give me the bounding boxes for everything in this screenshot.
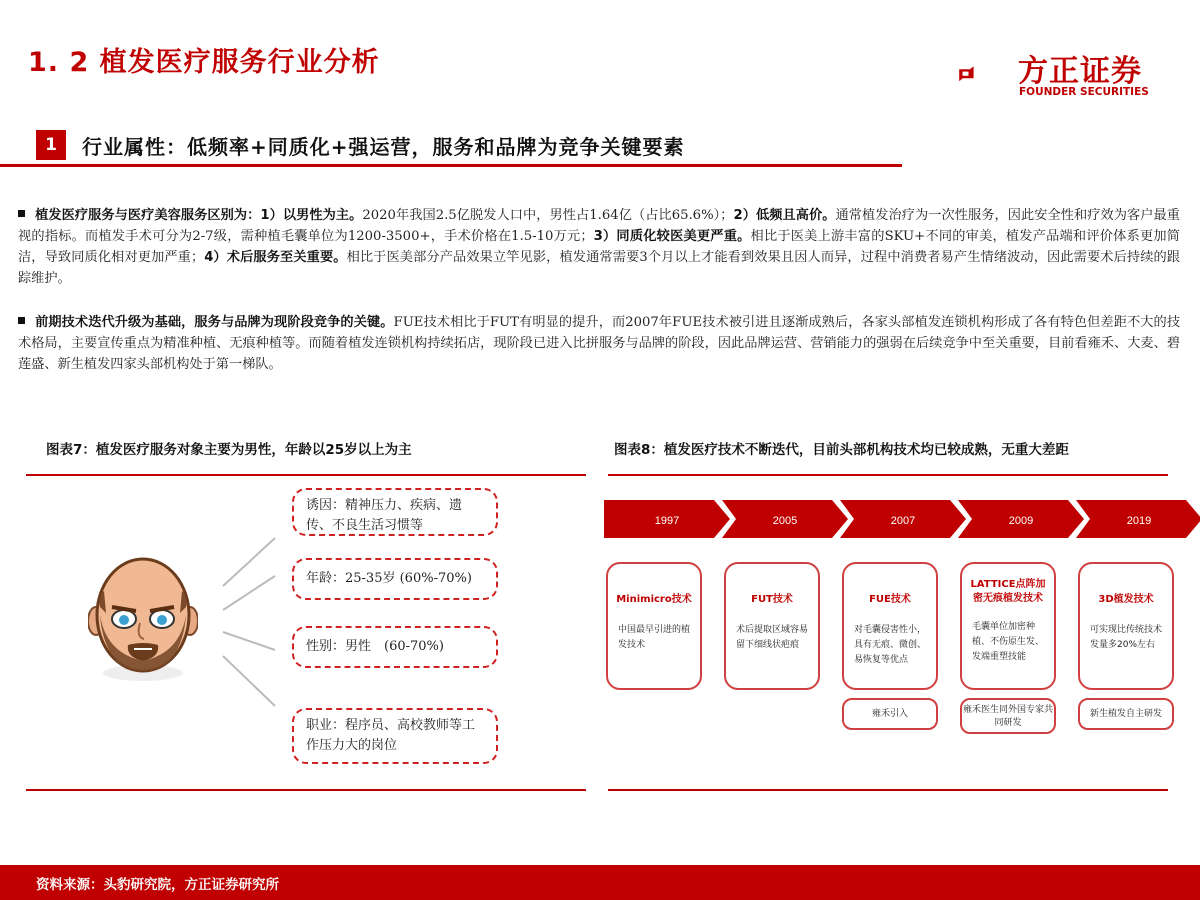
age-text: 年龄：25-35岁 (60%-70%) [306,571,472,586]
timeline-year-label: 2005 [772,515,798,527]
gender-text: 性别：男性 (60-70%) [306,639,444,654]
timeline [604,500,1170,780]
age-box [292,558,498,600]
para1-text-1: 2020年我国2.5亿脱发人口中，男性占1.64亿（占比65.6%）； [362,208,734,223]
gender-box [292,626,498,668]
occupation-box [292,708,498,764]
para1-text-2: 通常植发治疗为一次性服务，因此安全性和疗效为客户最重视的指标。而植发手术可分为2-7级，需种植毛囊单位为1200-3500+，手术价格在1.5-10万元； [18,208,1180,244]
tech-description: 可实现比传统技术发量多20%左右 [1090,625,1163,650]
timeline-year-label: 2019 [1126,515,1152,527]
timeline-year-label: 2007 [890,515,916,527]
para1-bold-2: 2）低频且高价。 [733,208,836,223]
founder-logo-icon [958,48,1018,100]
bullet-icon [18,317,25,324]
tech-description: 术后提取区域容易留下细线状疤痕 [736,625,809,650]
source-note: 资料来源：头豹研究院，方正证券研究所 [36,877,279,893]
logo-text-en: FOUNDER SECURITIES [1019,86,1149,98]
timeline-year-label: 2009 [1008,515,1034,527]
tech-name: Minimicro技术 [616,594,692,605]
para2-lead: 前期技术迭代升级为基础，服务与品牌为现阶段竞争的关键。 [35,315,394,330]
tech-description: 中国最早引进的植发技术 [618,625,691,650]
timeline-arrow [722,500,848,538]
tech-card [960,562,1056,690]
para1-bold-4: 4）术后服务至关重要。 [204,250,347,265]
section-divider [0,164,902,167]
tech-name: FUT技术 [751,594,793,605]
para1-bold-3: 3）同质化较医美更严重。 [593,229,751,244]
tech-note: 雍禾医生同外国专家共同研发 [960,698,1056,734]
figure7-top-rule [26,474,586,476]
connector-lines [215,530,285,730]
tech-name: 3D植发技术 [1098,594,1154,605]
timeline-arrow [958,500,1084,538]
cause-box [292,488,498,536]
tech-note: 新生植发自主研发 [1078,698,1174,730]
paragraph-2 [18,312,1180,375]
tech-description: 毛囊单位加密种植、不伤原生发、发端重塑技能 [972,622,1045,662]
tech-card [1078,562,1174,690]
cause-text: 诱因：精神压力、疾病、遗传、不良生活习惯等 [306,498,463,533]
tech-note: 雍禾引入 [842,698,938,730]
timeline-arrow [840,500,966,538]
para2-text-1: FUE技术相比于FUT有明显的提升，而2007年FUE技术被引进且逐渐成熟后，各家头部植发连锁机构形成了各有特色但差距不大的技术格局，主要宣传重点为精准种植、无痕种植等。而随着植发连锁机构持续拓店，现阶段已进入比拼服务与品牌的阶段，因此品牌运营、营销能力的强弱在后续竞争中至关重要，目前看雍禾、大麦、碧莲盛、新生植发四家头部机构处于第一梯队。 [18,315,1181,372]
bullet-icon [18,210,25,217]
para1-text-3: 相比于医美上游丰富的SKU+不同的审美，植发产品端和评价体系更加简洁，导致同质化相对更加严重； [18,229,1180,265]
timeline-year-label: 1997 [654,515,680,527]
figure7-bottom-rule [26,789,586,791]
paragraph-1 [18,205,1180,289]
figure7-title: 图表7：植发医疗服务对象主要为男性，年龄以25岁以上为主 [46,442,412,458]
man-face-icon [88,555,198,685]
timeline-arrow [604,500,730,538]
tech-card [606,562,702,690]
tech-name: LATTICE点阵加密无痕植发技术 [970,579,1046,604]
para1-text-4: 相比于医美部分产品效果立竿见影，植发通常需要3个月以上才能看到效果且因人而异，过程中消费者易产生情绪波动，因此需要术后持续的跟踪维护。 [18,250,1180,286]
logo-text-cn: 方正证券 [1018,54,1142,89]
figure8-title: 图表8：植发医疗技术不断迭代，目前头部机构技术均已较成熟，无重大差距 [614,442,1069,458]
tech-card [724,562,820,690]
page-title: 1. 2 植发医疗服务行业分析 [28,47,380,78]
timeline-arrow [1076,500,1200,538]
para1-lead: 植发医疗服务与医疗美容服务区别为：1）以男性为主。 [35,208,363,223]
tech-description: 对毛囊侵害性小，具有无痕、微创、易恢复等优点 [854,625,927,665]
section-number: 1 [36,130,66,160]
tech-name: FUE技术 [869,594,911,605]
tech-card [842,562,938,690]
occupation-text: 职业：程序员、高校教师等工作压力大的岗位 [306,718,476,753]
section-heading: 行业属性：低频率+同质化+强运营，服务和品牌为竞争关键要素 [82,135,685,159]
figure8-bottom-rule [608,789,1168,791]
figure8-top-rule [608,474,1168,476]
